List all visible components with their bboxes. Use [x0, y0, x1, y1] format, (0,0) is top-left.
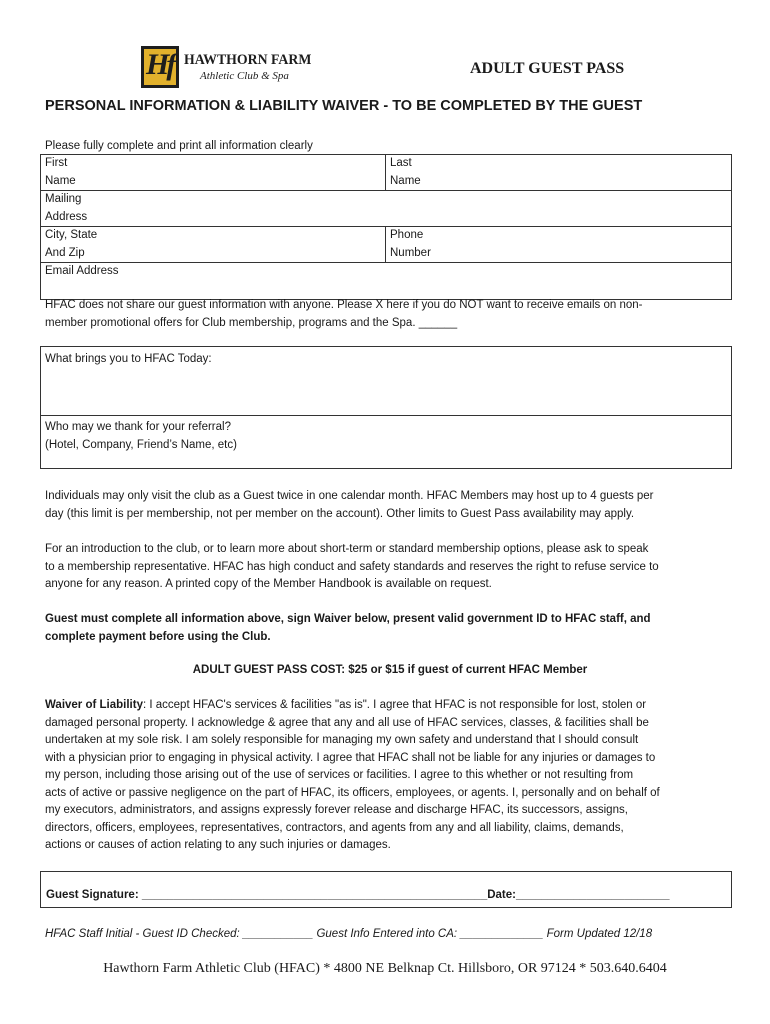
waiver-line-8: directors, officers, employees, representatives, contractors, and agents from any and all liability, claims, demands, — [45, 821, 624, 834]
city-row — [41, 227, 731, 263]
instructions: Please fully complete and print all information clearly — [45, 140, 313, 152]
waiver-label: Waiver of Liability — [45, 699, 143, 711]
limits-line-2: day (this limit is per membership, not per member on the account). Other limits to Guest Pass availability may apply. — [45, 507, 635, 520]
waiver-line-3: undertaken at my sole risk. I am solely responsible for managing my own safety and understand that I should consult — [45, 734, 639, 746]
waiver-line-5: my person, including those arising out of the use of services or facilities. I agree to this whether or not resulting from — [45, 769, 634, 781]
intro-line-2: to a membership representative. HFAC has high conduct and safety standards and reserves the right to refuse service to — [45, 560, 659, 573]
referral-label: Who may we thank for your referral? — [45, 421, 231, 433]
privacy-notice — [45, 296, 735, 332]
email-field[interactable] — [41, 263, 731, 299]
first-name-field[interactable] — [41, 155, 386, 190]
intro-line-1: For an introduction to the club, or to learn more about short-term or standard membership options, please ask to speak — [45, 543, 649, 555]
footer-address: Hawthorn Farm Athletic Club (HFAC) * 4800 NE Belknap Ct. Hillsboro, OR 97124 * 503.640.6404 — [103, 961, 667, 976]
signature-line: Guest Signature: ______________________________________________________Date:________________________ — [46, 889, 670, 901]
intro-line-3: anyone for any reason. A printed copy of the Member Handbook is available on request. — [45, 578, 492, 590]
requirements-line-2: complete payment before using the Club. — [45, 630, 271, 643]
first-name-label-2: Name — [45, 174, 76, 187]
requirements-paragraph — [45, 611, 735, 646]
cost-line: ADULT GUEST PASS COST: $25 or $15 if guest of current HFAC Member — [192, 664, 588, 676]
referral-hint: (Hotel, Company, Friend’s Name, etc) — [45, 439, 237, 451]
mailing-label-2: Address — [45, 210, 88, 223]
waiver-line-9: actions or causes of action relating to any such injuries or damages. — [45, 839, 391, 851]
logo-mark-letters: Hf — [146, 48, 174, 81]
waiver-line-7: my executors, administrators, and assigns expressly forever release and discharge HFAC, its successors, assigns, — [45, 804, 628, 816]
waiver-line-1: : I accept HFAC's services & facilities "as is". I agree that HFAC is not responsible for lost, stolen or — [142, 699, 647, 711]
city-label: City, State — [45, 229, 98, 241]
staff-use-line: HFAC Staff Initial - Guest ID Checked: ___________ Guest Info Entered into CA: _____________ Form Updated 12/18 — [45, 928, 653, 940]
mailing-label: Mailing — [45, 193, 82, 205]
privacy-line-1: HFAC does not share our guest information with anyone. Please X here if you do NOT want to receive emails on non- — [45, 299, 643, 311]
email-label: Email Address — [45, 265, 119, 277]
first-name-label: First — [45, 157, 68, 169]
requirements-line-1: Guest must complete all information above, sign Waiver below, present valid government ID to HFAC staff, and — [45, 613, 651, 625]
privacy-line-2[interactable]: member promotional offers for Club membership, programs and the Spa. ______ — [45, 317, 458, 329]
limits-line-1: Individuals may only visit the club as a Guest twice in one calendar month. HFAC Members may host up to 4 guests per — [45, 490, 654, 502]
waiver-line-6: acts of active or passive negligence on the part of HFAC, its officers, employees, or agents. I, personally and on behalf of — [45, 786, 660, 799]
last-name-field[interactable] — [386, 155, 731, 190]
intro-paragraph — [45, 541, 735, 594]
waiver-line-2: damaged personal property. I acknowledge & agree that any and all use of HFAC services, classes, & facilities shall be — [45, 716, 649, 729]
what-brings-label: What brings you to HFAC Today: — [45, 353, 212, 365]
phone-label: Phone — [390, 229, 424, 241]
mailing-address-field[interactable] — [41, 191, 731, 226]
last-name-label: Last — [390, 157, 412, 169]
personal-info-table — [40, 154, 732, 300]
last-name-label-2: Name — [390, 174, 421, 187]
phone-field[interactable] — [386, 227, 731, 262]
mailing-row — [41, 191, 731, 227]
city-label-2: And Zip — [45, 246, 85, 259]
visit-limits — [45, 488, 735, 523]
city-state-zip-field[interactable] — [41, 227, 386, 262]
email-row — [41, 263, 731, 299]
waiver-line-4: with a physician prior to engaging in physical activity. I agree that HFAC shall not be liable for any injuries or damages to — [45, 751, 656, 764]
phone-label-2: Number — [390, 246, 431, 259]
section-heading: PERSONAL INFORMATION & LIABILITY WAIVER - TO BE COMPLETED BY THE GUEST — [45, 98, 643, 114]
what-brings-field[interactable] — [41, 347, 731, 416]
visit-info-box — [40, 346, 732, 469]
waiver-paragraph — [45, 697, 735, 855]
logo-name: HAWTHORN FARM — [184, 52, 312, 68]
name-row — [41, 155, 731, 191]
signature-box[interactable] — [40, 871, 732, 908]
logo-mark — [141, 46, 179, 88]
page-title: ADULT GUEST PASS — [470, 60, 625, 77]
referral-field[interactable] — [41, 416, 731, 454]
logo-subtitle: Athletic Club & Spa — [200, 70, 289, 82]
